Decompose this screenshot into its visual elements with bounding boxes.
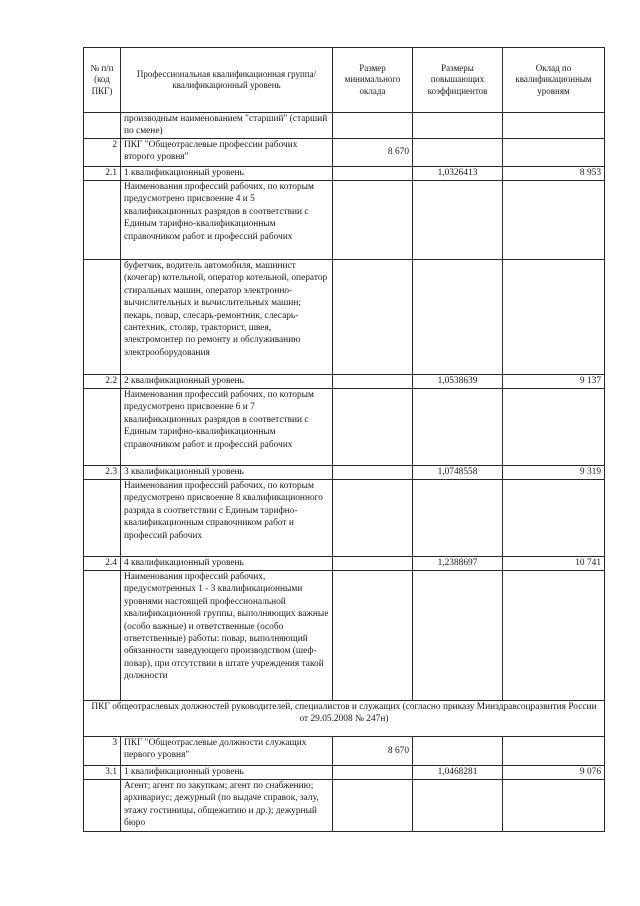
row-salary [503, 571, 605, 701]
row-id: 2 [84, 139, 121, 167]
row-id: 3 [84, 737, 121, 766]
row-id: 2.4 [84, 557, 121, 571]
row-text: Наименования профессий рабочих, по которым предусмотрено присвоение 4 и 5 квалификационных разрядов в соответствии с Единым тарифно-квалификационным справочником работ и профессий рабочих [121, 181, 333, 260]
row-salary: 9 076 [503, 766, 605, 780]
table-row [84, 260, 605, 375]
table-row [84, 389, 605, 466]
row-id: 3.1 [84, 766, 121, 780]
row-min: 8 670 [333, 737, 413, 766]
row-text: 1 квалификационный уровень [121, 167, 333, 181]
row-text: 4 квалификационный уровень [121, 557, 333, 571]
row-coef [413, 113, 503, 139]
row-coef: 1,0326413 [413, 167, 503, 181]
section-row [84, 701, 605, 737]
salary-table [83, 47, 605, 832]
row-salary: 9 137 [503, 375, 605, 389]
row-salary [503, 737, 605, 766]
row-coef: 1,0468281 [413, 766, 503, 780]
row-text: ПКГ "Общеотраслевые профессии рабочих второго уровня" [121, 139, 333, 167]
header-salary: Оклад по квалификационным уровням [503, 48, 605, 113]
row-id [84, 113, 121, 139]
row-min [333, 389, 413, 466]
row-id [84, 480, 121, 557]
section-heading: ПКГ общеотраслевых должностей руководителей, специалистов и служащих (согласно приказу Минздравсоцразвития России от 29.05.2008 № 247н) [84, 701, 605, 737]
row-id [84, 181, 121, 260]
header-num: № п/п (код ПКГ) [84, 48, 121, 113]
row-text: ПКГ "Общеотраслевые должности служащих первого уровня" [121, 737, 333, 766]
row-id [84, 389, 121, 466]
table-row [84, 181, 605, 260]
row-coef [413, 480, 503, 557]
row-text: Наименования профессий рабочих, по которым предусмотрено присвоение 6 и 7 квалификационных разрядов в соответствии с Единым тарифно-квалификационным справочником работ и профессий рабочих [121, 389, 333, 466]
table-row [84, 737, 605, 766]
row-id: 2.1 [84, 167, 121, 181]
row-id: 2.3 [84, 466, 121, 480]
row-coef [413, 571, 503, 701]
row-salary [503, 389, 605, 466]
row-text: 1 квалификационный уровень [121, 766, 333, 780]
table-row [84, 375, 605, 389]
row-text: 3 квалификационный уровень [121, 466, 333, 480]
row-salary [503, 181, 605, 260]
row-coef: 1,0748558 [413, 466, 503, 480]
table-row [84, 780, 605, 832]
row-coef [413, 737, 503, 766]
table-row [84, 557, 605, 571]
row-text: Наименования профессий рабочих, по которым предусмотрено присвоение 8 квалификационного разряда в соответствии с Единым тарифно-квалификационным справочником работ и профессий рабочих [121, 480, 333, 557]
row-coef [413, 780, 503, 832]
row-coef [413, 260, 503, 375]
row-text: буфетчик, водитель автомобиля, машинист (кочегар) котельной, оператор котельной, оператор стиральных машин, оператор электронно-вычислительных и вычислительных машин; пекарь, повар, слесарь-ремонтник, слесарь-сантехник, столяр, тракторист, швея, электромонтер по ремонту и обслуживанию электрооборудования [121, 260, 333, 375]
table-row [84, 571, 605, 701]
row-text: Агент; агент по закупкам; агент по снабжению; архивариус; дежурный (по выдаче справок, залу, этажу гостиницы, общежитию и др.); дежурный бюро [121, 780, 333, 832]
table-row [84, 167, 605, 181]
row-coef [413, 139, 503, 167]
row-min [333, 571, 413, 701]
table-header-row [84, 48, 605, 113]
row-salary [503, 480, 605, 557]
row-min [333, 766, 413, 780]
table-row [84, 139, 605, 167]
row-min [333, 167, 413, 181]
row-salary [503, 113, 605, 139]
row-min [333, 113, 413, 139]
row-salary [503, 260, 605, 375]
row-id [84, 780, 121, 832]
row-min [333, 557, 413, 571]
table-row [84, 766, 605, 780]
table-row [84, 480, 605, 557]
row-salary: 9 319 [503, 466, 605, 480]
row-min [333, 480, 413, 557]
row-coef: 1,0538639 [413, 375, 503, 389]
row-coef [413, 181, 503, 260]
row-min [333, 466, 413, 480]
row-text: 2 квалификационный уровень [121, 375, 333, 389]
row-min [333, 780, 413, 832]
table-row [84, 466, 605, 480]
row-salary: 10 741 [503, 557, 605, 571]
row-id [84, 571, 121, 701]
row-min [333, 260, 413, 375]
row-min: 8 670 [333, 139, 413, 167]
row-coef [413, 389, 503, 466]
row-text: производным наименованием "старший" (старший по смене) [121, 113, 333, 139]
row-min [333, 181, 413, 260]
row-salary [503, 139, 605, 167]
row-salary [503, 780, 605, 832]
row-min [333, 375, 413, 389]
row-text: Наименования профессий рабочих, предусмотренных 1 - 3 квалификационными уровнями настоящей профессиональной квалификационной группы, выполняющих важные (особо важные) и ответственные (особо ответственные) работы: повар, выполняющий обязанности заведующего производством (шеф-повар), при отсутствии в штате учреждения такой должности [121, 571, 333, 701]
row-id: 2.2 [84, 375, 121, 389]
header-min-salary: Размер минимального оклада [333, 48, 413, 113]
row-coef: 1,2388697 [413, 557, 503, 571]
header-coefficients: Размеры повышающих коэффициентов [413, 48, 503, 113]
row-salary: 8 953 [503, 167, 605, 181]
row-id [84, 260, 121, 375]
table-row [84, 113, 605, 139]
header-group: Профессиональная квалификационная группа/квалификационный уровень [121, 48, 333, 113]
